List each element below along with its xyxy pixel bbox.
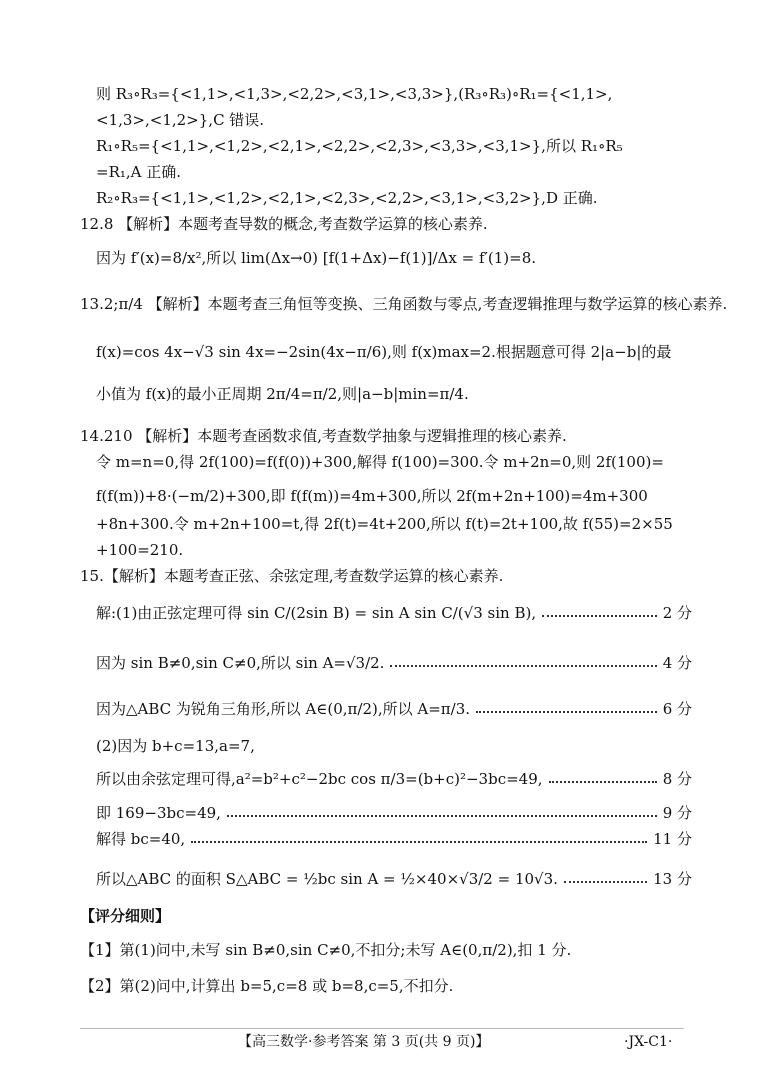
step-points: 6 分 bbox=[662, 700, 692, 718]
dot-leader bbox=[476, 711, 657, 713]
dot-leader bbox=[564, 881, 647, 883]
q14-header: 14.210 【解析】本题考查函数求值,考查数学抽象与逻辑推理的核心素养. bbox=[80, 427, 567, 445]
q14-body-2: f(f(m))+8·(−m/2)+300,即 f(f(m))=4m+300,所以 2f(m+2n+100)=4m+300 bbox=[96, 487, 648, 505]
dot-leader bbox=[227, 815, 657, 817]
prev-solution-line-2: <1,3>,<1,2>},C 错误. bbox=[96, 111, 265, 129]
step-text: 解得 bc=40, bbox=[96, 830, 186, 848]
dot-leader bbox=[549, 781, 657, 783]
page-footer: 【高三数学·参考答案 第 3 页(共 9 页)】 bbox=[238, 1034, 490, 1050]
step-points: 9 分 bbox=[662, 804, 692, 822]
solution-step bbox=[96, 828, 692, 850]
grading-rule-2: 【2】第(2)问中,计算出 b=5,c=8 或 b=8,c=5,不扣分. bbox=[80, 977, 454, 995]
prev-solution-line-3: R₁∘R₅={<1,1>,<1,2>,<2,1>,<2,2>,<2,3>,<3,3>,<3,1>},所以 R₁∘R₅ bbox=[96, 137, 623, 155]
prev-solution-line-1: 则 R₃∘R₃={<1,1>,<1,3>,<2,2>,<3,1>,<3,3>},(R₃∘R₃)∘R₁={<1,1>, bbox=[96, 85, 613, 103]
q14-body-3: +8n+300.令 m+2n+100=t,得 2f(t)=4t+200,所以 f(t)=2t+100,故 f(55)=2×55 bbox=[96, 515, 673, 533]
q13-body-1: f(x)=cos 4x−√3 sin 4x=−2sin(4x−π/6),则 f(x)max=2.根据题意可得 2|a−b|的最 bbox=[96, 343, 672, 361]
step-text: 所以△ABC 的面积 S△ABC = ½bc sin A = ½×40×√3/2 = 10√3. bbox=[96, 870, 558, 888]
exam-code: ·JX-C1· bbox=[624, 1034, 673, 1050]
step-text: 即 169−3bc=49, bbox=[96, 804, 221, 822]
dot-leader bbox=[542, 615, 657, 617]
prev-solution-line-5: R₂∘R₃={<1,1>,<1,2>,<2,1>,<2,3>,<2,2>,<3,1>,<3,2>},D 正确. bbox=[96, 189, 598, 207]
footer-divider bbox=[80, 1028, 684, 1029]
step-text: 因为△ABC 为锐角三角形,所以 A∈(0,π/2),所以 A=π/3. bbox=[96, 700, 471, 718]
q12-header: 12.8 【解析】本题考查导数的概念,考查数学运算的核心素养. bbox=[80, 215, 488, 233]
q14-body-4: +100=210. bbox=[96, 541, 184, 559]
grading-title: 【评分细则】 bbox=[80, 907, 171, 925]
prev-solution-line-4: =R₁,A 正确. bbox=[96, 163, 182, 181]
q13-body-2: 小值为 f(x)的最小正周期 2π/4=π/2,则|a−b|min=π/4. bbox=[96, 385, 469, 403]
step-text: 因为 sin B≠0,sin C≠0,所以 sin A=√3/2. bbox=[96, 654, 385, 672]
q15-header: 15.【解析】本题考查正弦、余弦定理,考查数学运算的核心素养. bbox=[80, 567, 504, 585]
solution-step bbox=[96, 802, 692, 824]
step-points: 8 分 bbox=[662, 770, 692, 788]
step-text: (2)因为 b+c=13,a=7, bbox=[96, 737, 255, 755]
step-points: 2 分 bbox=[662, 604, 692, 622]
q12-body: 因为 f′(x)=8/x²,所以 lim(Δx→0) [f(1+Δx)−f(1)]/Δx = f′(1)=8. bbox=[96, 249, 537, 267]
dot-leader bbox=[390, 665, 656, 667]
step-points: 13 分 bbox=[653, 870, 692, 888]
step-text: 解:(1)由正弦定理可得 sin C/(2sin B) = sin A sin C/(√3 sin B), bbox=[96, 604, 537, 622]
q13-header: 13.2;π/4 【解析】本题考查三角恒等变换、三角函数与零点,考查逻辑推理与数学运算的核心素养. bbox=[80, 295, 728, 313]
step-points: 4 分 bbox=[662, 654, 692, 672]
solution-step bbox=[96, 698, 692, 720]
solution-step bbox=[96, 652, 692, 674]
q14-body-1: 令 m=n=0,得 2f(100)=f(f(0))+300,解得 f(100)=300.令 m+2n=0,则 2f(100)= bbox=[96, 453, 664, 471]
dot-leader bbox=[191, 841, 647, 843]
grading-rule-1: 【1】第(1)问中,未写 sin B≠0,sin C≠0,不扣分;未写 A∈(0,π/2),扣 1 分. bbox=[80, 941, 572, 959]
solution-step bbox=[96, 768, 692, 790]
solution-step bbox=[96, 602, 692, 624]
solution-step bbox=[96, 736, 255, 756]
step-points: 11 分 bbox=[653, 830, 692, 848]
step-text: 所以由余弦定理可得,a²=b²+c²−2bc cos π/3=(b+c)²−3bc=49, bbox=[96, 770, 543, 788]
solution-step bbox=[96, 868, 692, 890]
